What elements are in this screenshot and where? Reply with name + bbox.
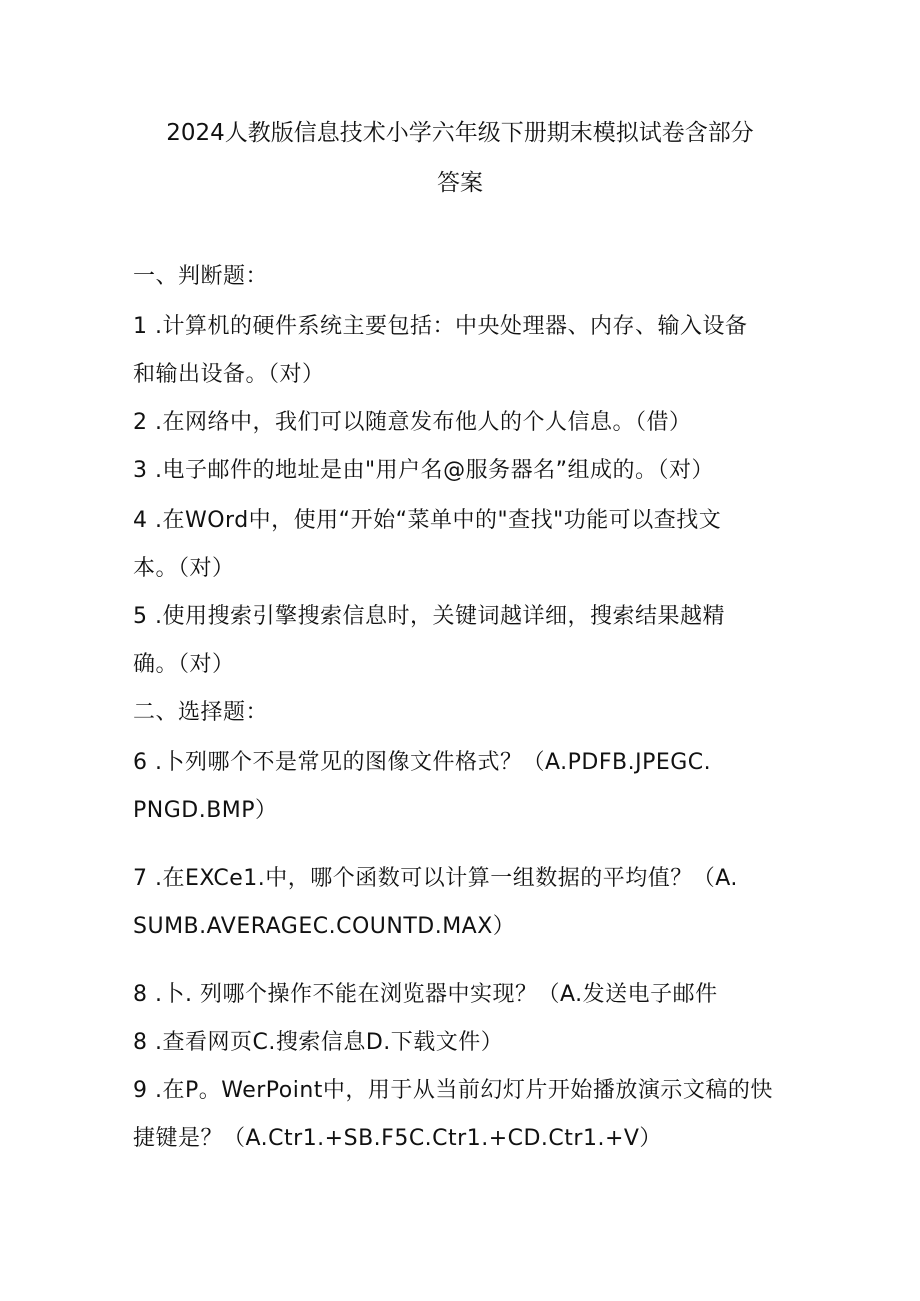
question-6-line-2: PNGD.BMP） <box>133 798 278 823</box>
document-title-line-1: 2024人教版信息技术小学六年级下册期末模拟试卷含部分 <box>166 120 754 146</box>
document-title-line-2: 答案 <box>437 170 483 196</box>
question-6-line-1: 6 .卜列哪个不是常见的图像文件格式？（A.PDFB.JPEGC. <box>133 750 712 775</box>
question-1-line-2: 和输出设备。（对） <box>133 362 325 387</box>
question-8-line-2: 8 .查看网页C.搜索信息D.下载文件） <box>133 1030 504 1055</box>
question-7-line-2: SUMB.AVERAGEC.COUNTD.MAX） <box>133 914 516 939</box>
question-9-line-2: 捷键是？（A.Ctr1.+SB.F5C.Ctr1.+CD.Ctr1.+V） <box>133 1126 662 1151</box>
question-1-line-1: 1 .计算机的硬件系统主要包括：中央处理器、内存、输入设备 <box>133 314 748 339</box>
question-5-line-1: 5 .使用搜索引擎搜索信息时，关键词越详细，搜索结果越精 <box>133 604 725 629</box>
question-2: 2 .在网络中，我们可以随意发布他人的个人信息。（借） <box>133 410 692 435</box>
question-5-line-2: 确。（对） <box>133 652 235 677</box>
question-8-line-1: 8 .卜. 列哪个操作不能在浏览器中实现？（A.发送电子邮件 <box>133 982 718 1007</box>
question-9-line-1: 9 .在P。WerPoint中，用于从当前幻灯片开始播放演示文稿的快 <box>133 1078 773 1103</box>
question-3: 3 .电子邮件的地址是由"用户名@服务器名”组成的。（对） <box>133 458 715 483</box>
section-heading-true-false: 一、判断题： <box>133 264 269 289</box>
section-heading-multiple-choice: 二、选择题： <box>133 700 269 725</box>
question-4-line-1: 4 .在WOrd中，使用“开始“菜单中的"查找"功能可以查找文 <box>133 508 722 533</box>
question-7-line-1: 7 .在EXCe1.中，哪个函数可以计算一组数据的平均值？（A. <box>133 866 738 891</box>
question-4-line-2: 本。（对） <box>133 556 235 581</box>
